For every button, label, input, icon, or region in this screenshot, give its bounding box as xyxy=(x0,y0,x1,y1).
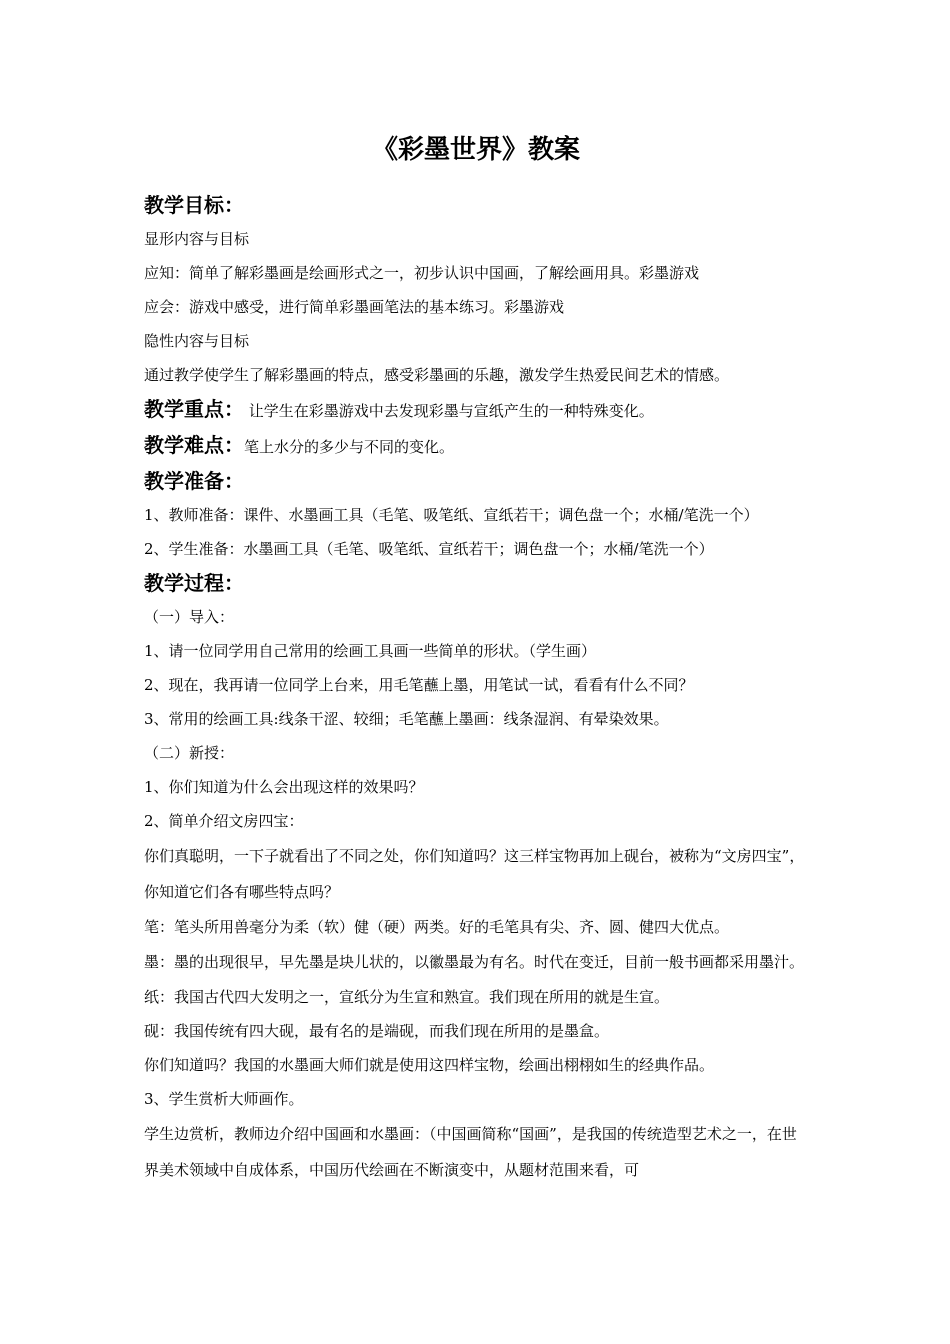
process-line: 2、现在，我再请一位同学上台来，用毛笔蘸上墨，用笔试一试，看看有什么不同？ xyxy=(144,676,694,694)
objectives-line: 显形内容与目标 xyxy=(144,230,250,248)
preparation-line: 1、教师准备：课件、水墨画工具（毛笔、吸笔纸、宣纸若干；调色盘一个；水桶/笔洗一个） xyxy=(144,506,759,524)
appreciate-line: 3、学生赏析大师画作。 xyxy=(144,1090,304,1108)
treasures-paragraph: 你们真聪明，一下子就看出了不同之处，你们知道吗？这三样宝物再加上砚台，被称为“文房四宝”，你知道它们各有哪些特点吗？ xyxy=(144,847,805,901)
focus-text: 让学生在彩墨游戏中去发现彩墨与宣纸产生的一种特殊变化。 xyxy=(244,402,654,420)
ink-paragraph: 墨：墨的出现很早，早先墨是块儿状的，以徽墨最为有名。时代在变迁，目前一般书画都采用墨汁。 xyxy=(144,953,805,971)
objectives-line: 隐性内容与目标 xyxy=(144,332,250,350)
process-line: 1、你们知道为什么会出现这样的效果吗？ xyxy=(144,778,424,796)
objectives-heading: 教学目标： xyxy=(144,193,244,217)
difficulty-heading: 教学难点： xyxy=(144,433,244,457)
process-heading: 教学过程： xyxy=(144,571,244,595)
objectives-line: 应会：游戏中感受，进行简单彩墨画笔法的基本练习。彩墨游戏 xyxy=(144,298,565,316)
difficulty-row xyxy=(144,428,808,464)
process-line: （二）新授： xyxy=(144,744,235,762)
process-line: 1、请一位同学用自己常用的绘画工具画一些简单的形状。（学生画） xyxy=(144,642,597,660)
brush-line: 笔：笔头所用兽毫分为柔（软）健（硬）两类。好的毛笔具有尖、齐、圆、健四大优点。 xyxy=(144,918,730,936)
difficulty-text: 笔上水分的多少与不同的变化。 xyxy=(244,438,455,456)
document-title: 《彩墨世界》教案 xyxy=(371,135,580,165)
paper-line: 纸：我国古代四大发明之一，宣纸分为生宣和熟宣。我们现在所用的就是生宣。 xyxy=(144,988,670,1006)
objectives-line: 应知：简单了解彩墨画是绘画形式之一，初步认识中国画，了解绘画用具。彩墨游戏 xyxy=(144,264,700,282)
process-line: 2、简单介绍文房四宝： xyxy=(144,812,304,830)
focus-row xyxy=(144,392,808,428)
objectives-line: 通过教学使学生了解彩墨画的特点，感受彩墨画的乐趣，激发学生热爱民间艺术的情感。 xyxy=(144,366,730,384)
final-paragraph: 学生边赏析，教师边介绍中国画和水墨画：（中国画简称“国画”，是我国的传统造型艺术之一，在世界美术领域中自成体系，中国历代绘画在不断演变中，从题材范围来看，可 xyxy=(144,1125,797,1179)
process-line: 3、常用的绘画工具:线条干涩、较细；毛笔蘸上墨画：线条湿润、有晕染效果。 xyxy=(144,710,669,728)
masters-line: 你们知道吗？我国的水墨画大师们就是使用这四样宝物，绘画出栩栩如生的经典作品。 xyxy=(144,1056,715,1074)
focus-heading: 教学重点： xyxy=(144,397,244,421)
process-line: （一）导入： xyxy=(144,608,235,626)
preparation-line: 2、学生准备：水墨画工具（毛笔、吸笔纸、宣纸若干；调色盘一个；水桶/笔洗一个） xyxy=(144,540,714,558)
document-page xyxy=(144,132,808,1188)
inkstone-line: 砚：我国传统有四大砚，最有名的是端砚，而我们现在所用的是墨盒。 xyxy=(144,1022,610,1040)
preparation-heading: 教学准备： xyxy=(144,469,244,493)
